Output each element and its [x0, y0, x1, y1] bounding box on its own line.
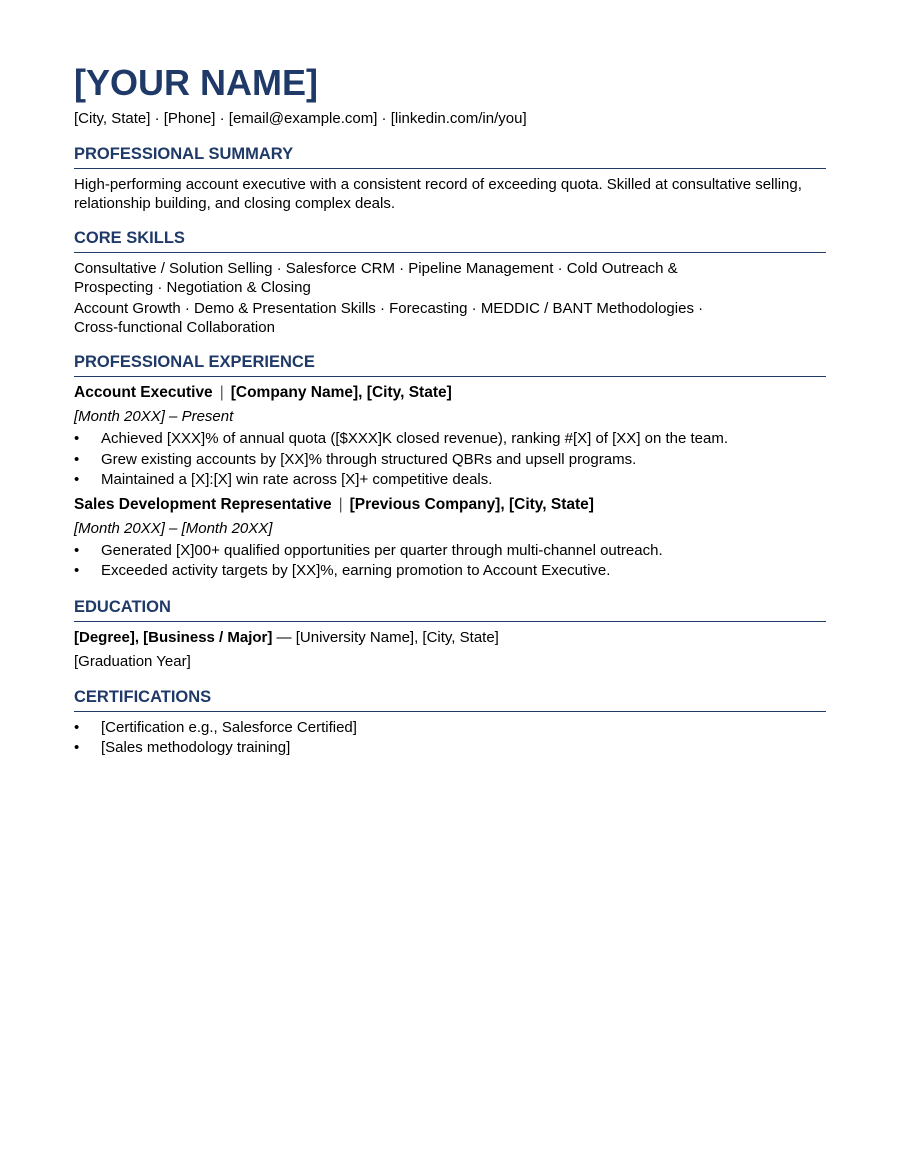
job-header [74, 383, 826, 403]
certifications-heading: CERTIFICATIONS [74, 686, 826, 712]
job-company: [Company Name], [City, State] [230, 384, 452, 401]
experience-heading: PROFESSIONAL EXPERIENCE [74, 351, 826, 377]
list-item [74, 450, 826, 471]
education-heading: EDUCATION [74, 596, 826, 622]
list-item [74, 429, 826, 450]
bullet-icon: • [74, 430, 80, 447]
list-item [74, 738, 826, 759]
bullet-icon: • [74, 718, 80, 736]
bullet-icon: • [74, 541, 80, 559]
job-entry [74, 495, 826, 582]
bullet-icon: • [74, 450, 80, 468]
skills-line: Account Growth · Demo & Presentation Skills · Forecasting · MEDDIC / BANT Methodologies · Cross-functional Collaboration [74, 300, 704, 336]
list-item [74, 718, 826, 739]
certification-list [74, 718, 826, 759]
bullet-text: Exceeded activity targets by [XX]%, earning promotion to Account Executive. [101, 562, 611, 579]
contact-line: [City, State] · [Phone] · [email@example.com] · [linkedin.com/in/you] [74, 110, 527, 127]
bullet-text: Generated [X]00+ qualified opportunities per quarter through multi-channel outreach. [101, 541, 663, 559]
job-bullets [74, 429, 826, 491]
bullet-icon: • [74, 739, 80, 756]
certification-text: [Sales methodology training] [101, 739, 291, 756]
bullet-text: Maintained a [X]:[X] win rate across [X]+ competitive deals. [101, 471, 493, 488]
graduation-year: [Graduation Year] [74, 652, 191, 670]
job-dates: [Month 20XX] – Present [74, 408, 234, 425]
job-separator: | [219, 384, 224, 401]
list-item [74, 561, 826, 582]
candidate-name: [YOUR NAME] [74, 62, 318, 103]
list-item [74, 470, 826, 491]
bullet-icon: • [74, 562, 80, 579]
job-entry [74, 383, 826, 491]
education-degree: [Degree], [Business / Major] [74, 628, 273, 646]
certification-text: [Certification e.g., Salesforce Certified] [101, 718, 357, 736]
summary-text: High-performing account executive with a consistent record of exceeding quota. Skilled at consultative selling, relationship building, and closing complex deals. [74, 176, 802, 212]
job-separator: | [338, 495, 343, 513]
skills-line: Consultative / Solution Selling · Salesforce CRM · Pipeline Management · Cold Outreach & Prospecting · Negotiation & Closing [74, 260, 678, 296]
job-company: [Previous Company], [City, State] [349, 495, 594, 513]
job-dates: [Month 20XX] – [Month 20XX] [74, 519, 273, 537]
bullet-text: Grew existing accounts by [XX]% through structured QBRs and upsell programs. [101, 450, 637, 468]
job-role: Sales Development Representative [74, 495, 332, 513]
skills-heading: CORE SKILLS [74, 227, 826, 253]
job-bullets [74, 541, 826, 582]
summary-heading: PROFESSIONAL SUMMARY [74, 143, 826, 169]
list-item [74, 541, 826, 562]
job-header [74, 495, 826, 515]
job-role: Account Executive [74, 384, 213, 401]
bullet-icon: • [74, 471, 80, 488]
education-school: — [University Name], [City, State] [272, 628, 499, 646]
resume-page [74, 60, 826, 759]
bullet-text: Achieved [XXX]% of annual quota ([$XXX]K closed revenue), ranking #[X] of [XX] on the team. [101, 430, 729, 447]
education-line [74, 628, 826, 648]
